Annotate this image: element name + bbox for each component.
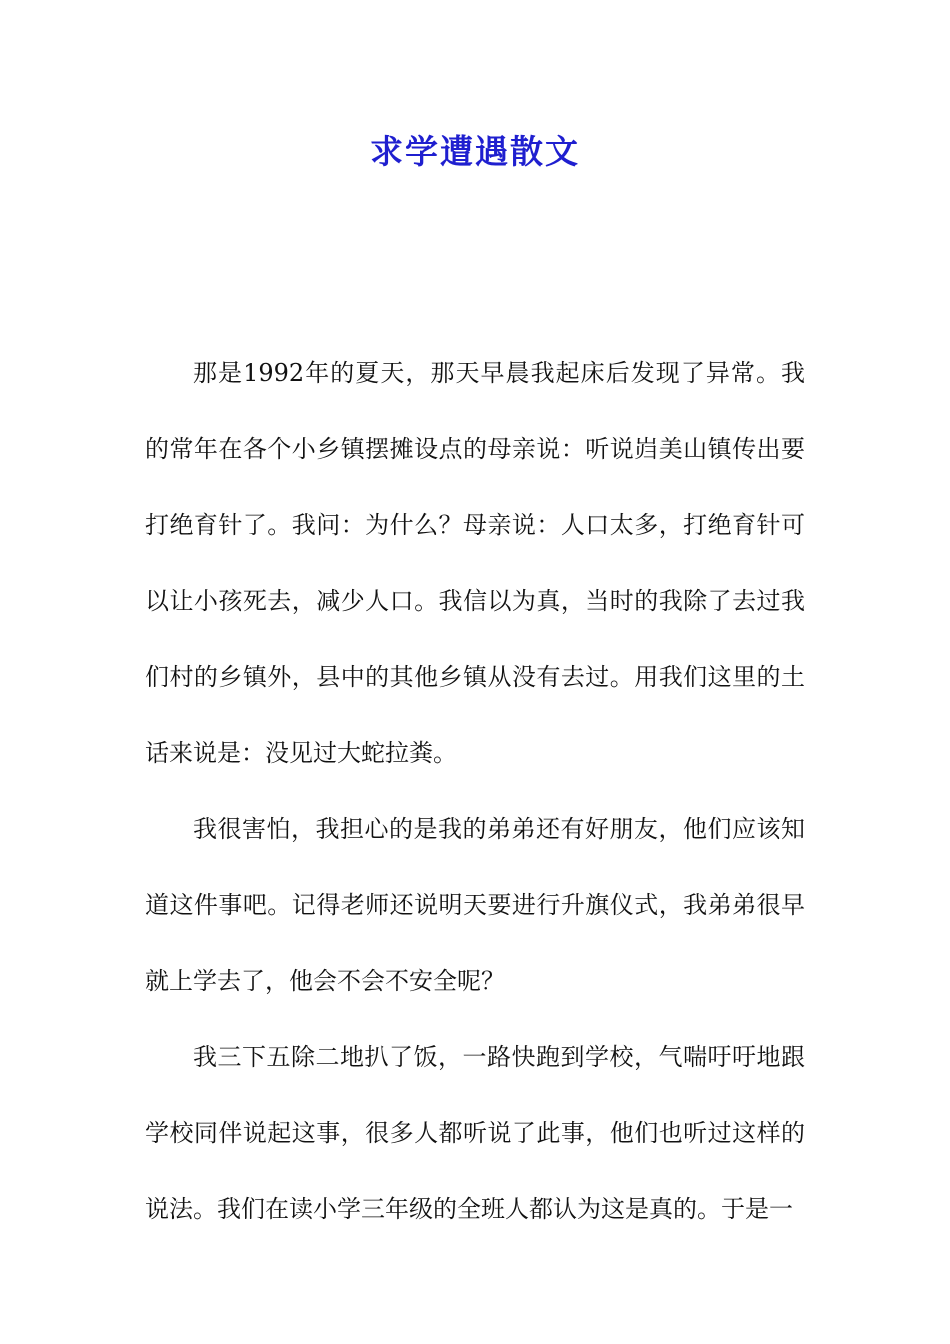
paragraph-2: 我很害怕，我担心的是我的弟弟还有好朋友，他们应该知道这件事吧。记得老师还说明天要进行升旗仪式，我弟弟很早就上学去了，他会不会不安全呢？ <box>145 815 805 995</box>
document-title: 求学遭遇散文 <box>370 132 580 171</box>
document-body <box>145 335 805 1247</box>
paragraph-3: 我三下五除二地扒了饭，一路快跑到学校，气喘吁吁地跟学校同伴说起这事，很多人都听说了此事，他们也听过这样的说法。我们在读小学三年级的全班人都认为这是真的。于是一 <box>145 1043 805 1223</box>
paragraph-1: 那是1992年的夏天，那天早晨我起床后发现了异常。我的常年在各个小乡镇摆摊设点的母亲说：听说岿美山镇传出要打绝育针了。我问：为什么？母亲说：人口太多，打绝育针可以让小孩死去，减少人口。我信以为真，当时的我除了去过我们村的乡镇外，县中的其他乡镇从没有去过。用我们这里的土话来说是：没见过大蛇拉粪。 <box>145 359 805 767</box>
